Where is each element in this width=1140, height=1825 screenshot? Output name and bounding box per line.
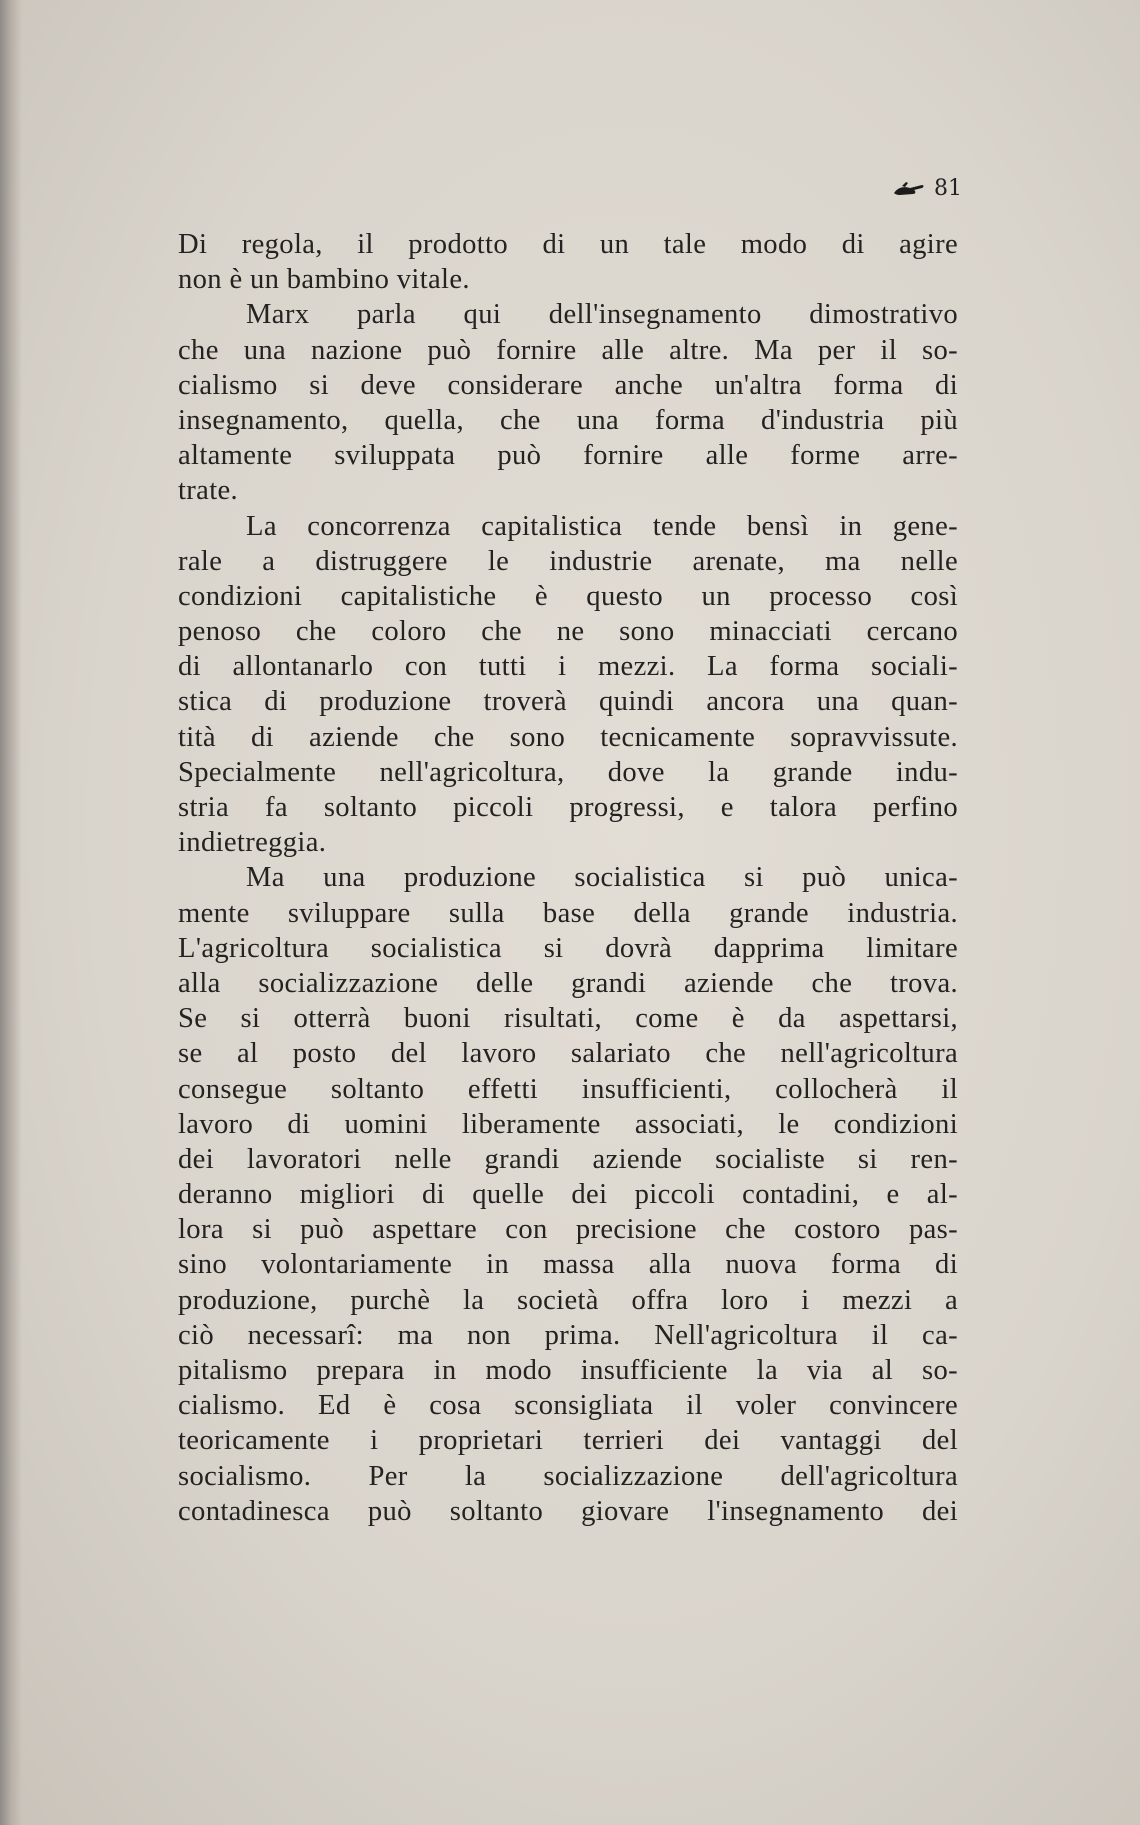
- text-line: ciò necessarî: ma non prima. Nell'agricoltura il ca-: [178, 1319, 958, 1351]
- text-line: consegue soltanto effetti insufficienti, collocherà il: [178, 1073, 958, 1105]
- text-line: rale a distruggere le industrie arenate, ma nelle: [178, 545, 958, 577]
- text-line: socialismo. Per la socializzazione dell'agricoltura: [178, 1460, 958, 1492]
- page-binding-shadow: [0, 0, 22, 1825]
- text-line: lora si può aspettare con precisione che costoro pas-: [178, 1214, 958, 1246]
- text-line: contadinesca può soltanto giovare l'insegnamento dei: [178, 1495, 958, 1527]
- text-line: tità di aziende che sono tecnicamente sopravvissute.: [178, 721, 958, 753]
- text-line: penoso che coloro che ne sono minacciati cercano: [178, 616, 958, 648]
- text-line: che una nazione può fornire alle altre. Ma per il so-: [178, 334, 958, 366]
- text-line: trate.: [178, 475, 239, 507]
- text-line: La concorrenza capitalistica tende bensì in gene-: [246, 510, 958, 542]
- text-line: indietreggia.: [178, 827, 327, 859]
- text-line: Di regola, il prodotto di un tale modo di agire: [178, 229, 958, 260]
- page-number: 81: [934, 176, 962, 201]
- text-line: Ma una produzione socialistica si può unica-: [246, 862, 958, 894]
- page-header: [892, 176, 962, 201]
- text-line: cialismo si deve considerare anche un'altra forma di: [178, 369, 958, 401]
- text-line: cialismo. Ed è cosa sconsigliata il voler convincere: [178, 1390, 958, 1422]
- text-line: se al posto del lavoro salariato che nell'agricoltura: [178, 1038, 958, 1070]
- text-line: teoricamente i proprietari terrieri dei vantaggi del: [178, 1425, 958, 1457]
- text-line: produzione, purchè la società offra loro i mezzi a: [178, 1284, 958, 1316]
- text-line: condizioni capitalistiche è questo un processo così: [178, 580, 958, 612]
- text-line: lavoro di uomini liberamente associati, le condizioni: [178, 1108, 958, 1140]
- text-line: di allontanarlo con tutti i mezzi. La forma sociali-: [178, 651, 958, 683]
- text-line: dei lavoratori nelle grandi aziende socialiste si ren-: [178, 1143, 958, 1175]
- text-line: Marx parla qui dell'insegnamento dimostrativo: [246, 299, 958, 331]
- text-line: Se si otterrà buoni risultati, come è da aspettarsi,: [178, 1003, 958, 1035]
- text-line: insegnamento, quella, che una forma d'industria più: [178, 404, 958, 436]
- text-line: stica di produzione troverà quindi ancora una quan-: [178, 686, 958, 718]
- text-line: Specialmente nell'agricoltura, dove la grande indu-: [178, 756, 958, 788]
- text-line: sino volontariamente in massa alla nuova forma di: [178, 1249, 958, 1281]
- text-line: non è un bambino vitale.: [178, 264, 470, 296]
- text-line: pitalismo prepara in modo insufficiente la via al so-: [178, 1355, 958, 1386]
- body-text: [178, 227, 958, 1529]
- pointing-hand-icon: [892, 181, 926, 197]
- text-line: mente sviluppare sulla base della grande industria.: [178, 897, 958, 929]
- text-line: L'agricoltura socialistica si dovrà dapprima limitare: [178, 932, 958, 964]
- text-line: deranno migliori di quelle dei piccoli contadini, e al-: [178, 1179, 958, 1211]
- text-line: alla socializzazione delle grandi aziende che trova.: [178, 967, 958, 999]
- text-line: altamente sviluppata può fornire alle forme arre-: [178, 440, 958, 472]
- text-line: stria fa soltanto piccoli progressi, e talora perfino: [178, 792, 958, 823]
